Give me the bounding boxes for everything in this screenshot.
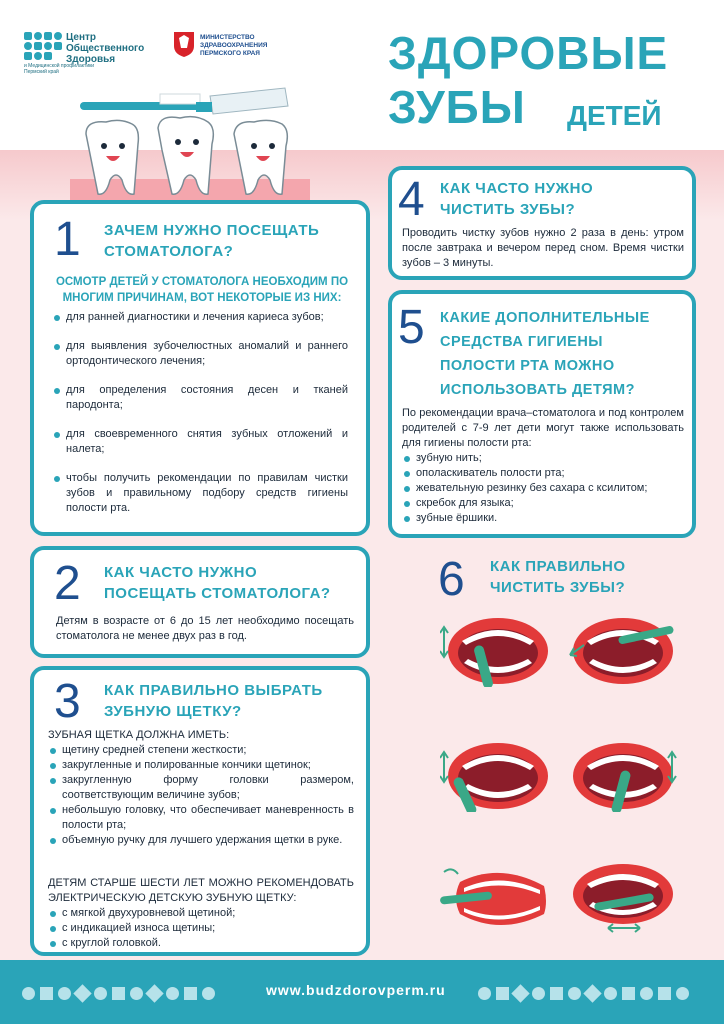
section-5-number: 5 [398,301,425,354]
title-line3: ДЕТЕЙ [567,100,662,131]
section-1-heading-line2: СТОМАТОЛОГА? [104,243,234,260]
brushing-step-6-illustration [568,862,678,934]
list-item: для своевременного снятия зубных отложений и налета; [52,427,348,457]
section-3-heading [104,680,354,722]
list-item: ополаскиватель полости рта; [402,466,684,481]
brushing-step-1-illustration [440,615,550,687]
list-item: зубную нить; [402,451,684,466]
list-item: объемную ручку для лучшего удержания щетки в руке. [48,833,354,848]
section-5-heading-line3: ПОЛОСТИ РТА МОЖНО [440,358,615,374]
list-item: закругленную форму головки размером, соответствующим величине зубов; [48,773,354,803]
footer-decor-icon [496,987,509,1000]
happy-teeth-illustration [70,84,310,204]
section-5-text: По рекомендации врача–стоматолога и под контролем родителей с 7-9 лет дети могут также использовать для гигиены полости рта: [402,407,684,449]
section-5-heading-line2: СРЕДСТВА ГИГИЕНЫ [440,334,603,350]
section-1-number: 1 [54,213,81,266]
list-item: жевательную резинку без сахара с ксилитом; [402,481,684,496]
footer-decor-icon [640,987,653,1000]
section-4-text: Проводить чистку зубов нужно 2 раза в день: утром после завтрака и вечером перед сном. Время чистки зубов – 3 минуты. [402,227,684,269]
footer-decor-icon [676,987,689,1000]
section-4-number: 4 [398,173,425,226]
footer-decor-icon [604,987,617,1000]
section-4-heading [440,178,680,220]
org-name-line2: Общественного [66,43,145,54]
section-1-heading [104,220,354,262]
footer-decor-icon [130,987,143,1000]
list-item: закругленные и полированные кончики щетинок; [48,758,354,773]
section-2-heading [104,562,354,604]
org-name-line3: Здоровья [66,54,116,65]
list-item: зубные ёршики. [402,511,684,526]
section-5-heading [440,306,690,402]
section-3-list [48,743,354,848]
section-3-heading-line1: КАК ПРАВИЛЬНО ВЫБРАТЬ [104,682,323,699]
footer-decor-icon [622,987,635,1000]
ministry-name [200,34,290,58]
section-4-heading-line2: ЧИСТИТЬ ЗУБЫ? [440,201,576,218]
section-3-intro: ЗУБНАЯ ЩЕТКА ДОЛЖНА ИМЕТЬ: [48,729,230,741]
org-small-line2: Пермский край [24,69,59,75]
section-3-electric-intro: ДЕТЯМ СТАРШЕ ШЕСТИ ЛЕТ МОЖНО РЕКОМЕНДОВАТЬ ЭЛЕКТРИЧЕСКУЮ ДЕТСКУЮ ЗУБНУЮ ЩЕТКУ: [48,877,354,904]
footer-decor-icon [94,987,107,1000]
footer-decor-icon [22,987,35,1000]
website-url[interactable]: www.budzdorovperm.ru [266,982,446,998]
section-2-heading-line2: ПОСЕЩАТЬ СТОМАТОЛОГА? [104,585,331,602]
section-3-electric-list [48,906,354,951]
title-line1: ЗДОРОВЫЕ [388,27,669,79]
list-item: с индикацией износа щетины; [48,921,354,936]
org-small-line1: и Медицинской профилактики [24,63,95,69]
org-name [66,32,166,65]
footer-decor-icon [478,987,491,1000]
org-logo [24,32,64,62]
footer-decor-icon [58,987,71,1000]
section-5-heading-line4: ИСПОЛЬЗОВАТЬ ДЕТЯМ? [440,382,635,398]
brushing-step-5-illustration [440,862,550,934]
footer-decor-icon [202,987,215,1000]
list-item: для ранней диагностики и лечения кариеса зубов; [52,310,348,325]
section-4-heading-line1: КАК ЧАСТО НУЖНО [440,180,594,197]
list-item: скребок для языка; [402,496,684,511]
footer-decor-icon [532,987,545,1000]
list-item: для определения состояния десен и тканей пародонта; [52,383,348,413]
section-6-heading [490,556,690,598]
brushing-step-2-illustration [568,615,678,687]
section-1-heading-line1: ЗАЧЕМ НУЖНО ПОСЕЩАТЬ [104,222,320,239]
section-2-text: Детям в возрасте от 6 до 15 лет необходимо посещать стоматолога не менее двух раз в год. [56,615,354,642]
list-item: небольшую головку, что обеспечивает маневренность в полости рта; [48,803,354,833]
section-3-number: 3 [54,675,81,728]
section-1-subheading [44,274,360,306]
section-6-heading-line1: КАК ПРАВИЛЬНО [490,558,626,575]
section-2-heading-line1: КАК ЧАСТО НУЖНО [104,564,258,581]
list-item: с круглой головкой. [48,936,354,951]
footer-decor-icon [40,987,53,1000]
list-item: для выявления зубочелюстных аномалий и раннего ортодонтического лечения; [52,339,348,369]
footer-decor-icon [568,987,581,1000]
footer-decor-icon [550,987,563,1000]
brushing-step-3-illustration [440,740,550,812]
ministry-line2: ЗДРАВООХРАНЕНИЯ [200,42,268,49]
ministry-line1: МИНИСТЕРСТВО [200,34,255,41]
org-subtitle [24,63,114,75]
footer-decor-icon [184,987,197,1000]
footer-decor-icon [166,987,179,1000]
perm-coat-of-arms-icon [172,30,196,58]
list-item: чтобы получить рекомендации по правилам чистки зубов и правильному подбору средств гигиены полости рта. [52,471,348,516]
ministry-line3: ПЕРМСКОГО КРАЯ [200,50,260,57]
org-name-line1: Центр [66,32,97,43]
section-2-number: 2 [54,557,81,610]
footer-decor-icon [658,987,671,1000]
section-5-list [402,451,684,526]
section-3-heading-line2: ЗУБНУЮ ЩЕТКУ? [104,703,242,720]
brushing-step-4-illustration [568,740,678,812]
section-1-sub-line1: ОСМОТР ДЕТЕЙ У СТОМАТОЛОГА НЕОБХОДИМ ПО [55,276,349,288]
list-item: с мягкой двухуровневой щетиной; [48,906,354,921]
section-1-sub-line2: МНОГИМ ПРИЧИНАМ, ВОТ НЕКОТОРЫЕ ИЗ НИХ: [62,292,342,304]
section-6-number: 6 [438,553,465,606]
section-1-list [52,310,348,516]
footer-decor-icon [112,987,125,1000]
section-6-heading-line2: ЧИСТИТЬ ЗУБЫ? [490,579,626,596]
section-5-heading-line1: КАКИЕ ДОПОЛНИТЕЛЬНЫЕ [440,310,650,326]
title-line2: ЗУБЫ [388,81,526,133]
list-item: щетину средней степени жесткости; [48,743,354,758]
